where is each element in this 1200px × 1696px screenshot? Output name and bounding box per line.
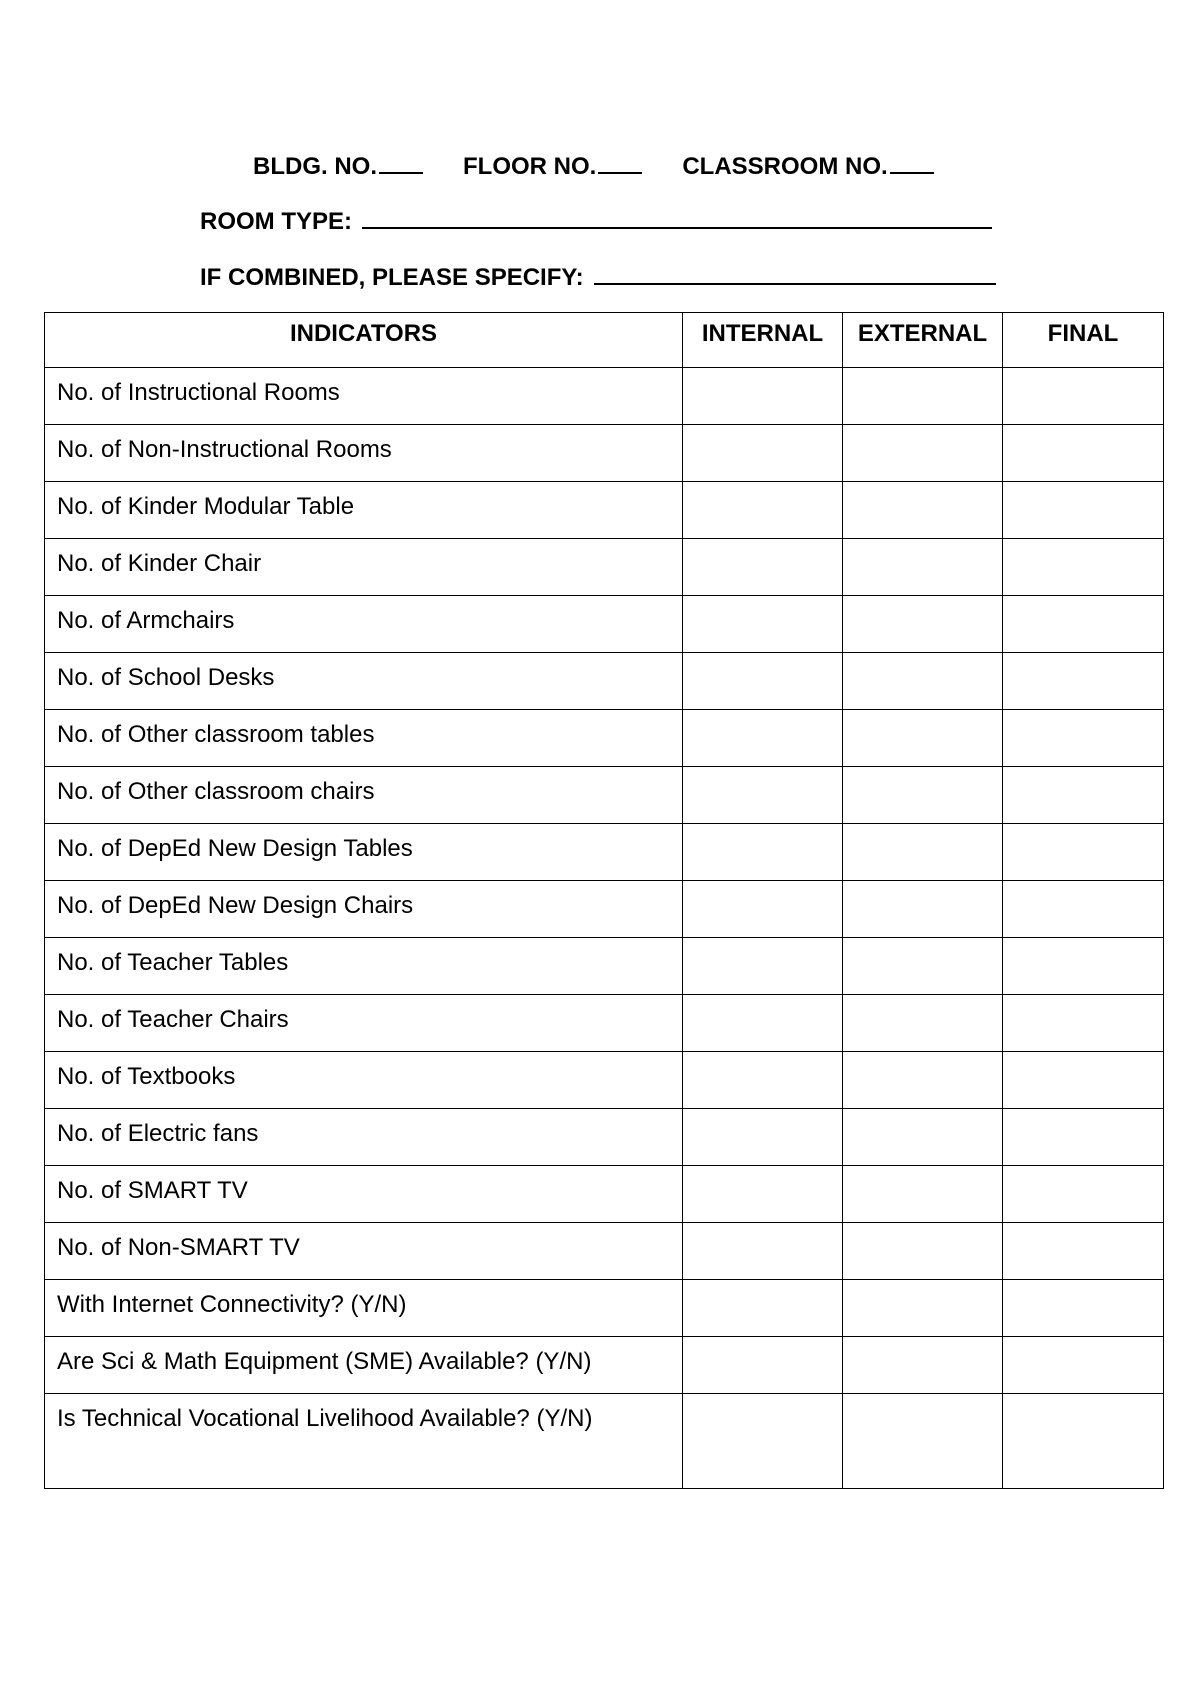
col-header-external: EXTERNAL: [843, 313, 1003, 368]
internal-cell[interactable]: [683, 1109, 843, 1166]
final-cell[interactable]: [1003, 1166, 1164, 1223]
final-cell[interactable]: [1003, 995, 1164, 1052]
table-row: [45, 1052, 1164, 1109]
classroom-no-blank[interactable]: [890, 154, 934, 174]
indicator-label: No. of Electric fans: [45, 1109, 683, 1166]
classroom-no-field: [682, 154, 933, 179]
table-header-row: [45, 313, 1164, 368]
final-cell[interactable]: [1003, 824, 1164, 881]
internal-cell[interactable]: [683, 995, 843, 1052]
table-body: [45, 368, 1164, 1489]
internal-cell[interactable]: [683, 425, 843, 482]
internal-cell[interactable]: [683, 1223, 843, 1280]
indicator-label: No. of Other classroom chairs: [45, 767, 683, 824]
external-cell[interactable]: [843, 1337, 1003, 1394]
final-cell[interactable]: [1003, 1337, 1164, 1394]
room-type-blank[interactable]: [362, 209, 992, 229]
table-row: [45, 881, 1164, 938]
bldg-no-label: BLDG. NO.: [253, 153, 377, 180]
indicator-label: No. of Textbooks: [45, 1052, 683, 1109]
final-cell[interactable]: [1003, 539, 1164, 596]
indicator-label: No. of Armchairs: [45, 596, 683, 653]
room-type-line: [200, 209, 992, 234]
indicator-label: With Internet Connectivity? (Y/N): [45, 1280, 683, 1337]
external-cell[interactable]: [843, 1109, 1003, 1166]
final-cell[interactable]: [1003, 1052, 1164, 1109]
internal-cell[interactable]: [683, 539, 843, 596]
internal-cell[interactable]: [683, 938, 843, 995]
indicator-label: No. of DepEd New Design Chairs: [45, 881, 683, 938]
internal-cell[interactable]: [683, 1166, 843, 1223]
internal-cell[interactable]: [683, 1394, 843, 1489]
indicator-label: No. of Kinder Modular Table: [45, 482, 683, 539]
final-cell[interactable]: [1003, 1109, 1164, 1166]
final-cell[interactable]: [1003, 938, 1164, 995]
table-row: [45, 539, 1164, 596]
floor-no-field: [463, 154, 642, 179]
table-row: [45, 1394, 1164, 1489]
combined-line: [200, 265, 996, 290]
table-row: [45, 1223, 1164, 1280]
table-row: [45, 767, 1164, 824]
final-cell[interactable]: [1003, 1280, 1164, 1337]
external-cell[interactable]: [843, 539, 1003, 596]
table-row: [45, 596, 1164, 653]
table-row: [45, 1280, 1164, 1337]
room-type-label: ROOM TYPE:: [200, 208, 353, 235]
external-cell[interactable]: [843, 767, 1003, 824]
internal-cell[interactable]: [683, 653, 843, 710]
indicator-label: Is Technical Vocational Livelihood Available? (Y/N): [45, 1394, 683, 1489]
external-cell[interactable]: [843, 938, 1003, 995]
table-row: [45, 482, 1164, 539]
bldg-no-blank[interactable]: [379, 154, 423, 174]
location-line: [253, 154, 934, 179]
external-cell[interactable]: [843, 368, 1003, 425]
indicator-label: Are Sci & Math Equipment (SME) Available? (Y/N): [45, 1337, 683, 1394]
indicator-label: No. of Instructional Rooms: [45, 368, 683, 425]
indicator-label: No. of DepEd New Design Tables: [45, 824, 683, 881]
indicator-label: No. of Non-SMART TV: [45, 1223, 683, 1280]
final-cell[interactable]: [1003, 596, 1164, 653]
final-cell[interactable]: [1003, 425, 1164, 482]
external-cell[interactable]: [843, 1223, 1003, 1280]
external-cell[interactable]: [843, 425, 1003, 482]
internal-cell[interactable]: [683, 710, 843, 767]
table-row: [45, 653, 1164, 710]
internal-cell[interactable]: [683, 368, 843, 425]
col-header-indicators: INDICATORS: [45, 313, 683, 368]
external-cell[interactable]: [843, 653, 1003, 710]
floor-no-label: FLOOR NO.: [463, 153, 597, 180]
external-cell[interactable]: [843, 881, 1003, 938]
final-cell[interactable]: [1003, 482, 1164, 539]
internal-cell[interactable]: [683, 881, 843, 938]
classroom-no-label: CLASSROOM NO.: [682, 153, 888, 180]
table-row: [45, 1337, 1164, 1394]
indicator-label: No. of School Desks: [45, 653, 683, 710]
table-row: [45, 425, 1164, 482]
table-row: [45, 710, 1164, 767]
table-row: [45, 1166, 1164, 1223]
final-cell[interactable]: [1003, 881, 1164, 938]
floor-no-blank[interactable]: [598, 154, 642, 174]
indicator-label: No. of Other classroom tables: [45, 710, 683, 767]
col-header-internal: INTERNAL: [683, 313, 843, 368]
external-cell[interactable]: [843, 824, 1003, 881]
external-cell[interactable]: [843, 710, 1003, 767]
internal-cell[interactable]: [683, 1337, 843, 1394]
external-cell[interactable]: [843, 596, 1003, 653]
indicators-table: [44, 312, 1164, 1489]
table-row: [45, 938, 1164, 995]
indicator-label: No. of SMART TV: [45, 1166, 683, 1223]
internal-cell[interactable]: [683, 482, 843, 539]
final-cell[interactable]: [1003, 1394, 1164, 1489]
external-cell[interactable]: [843, 1394, 1003, 1489]
indicator-label: No. of Teacher Chairs: [45, 995, 683, 1052]
bldg-no-field: [253, 154, 423, 179]
final-cell[interactable]: [1003, 653, 1164, 710]
internal-cell[interactable]: [683, 596, 843, 653]
external-cell[interactable]: [843, 1166, 1003, 1223]
table-row: [45, 995, 1164, 1052]
indicator-label: No. of Teacher Tables: [45, 938, 683, 995]
internal-cell[interactable]: [683, 1280, 843, 1337]
internal-cell[interactable]: [683, 1052, 843, 1109]
final-cell[interactable]: [1003, 368, 1164, 425]
final-cell[interactable]: [1003, 767, 1164, 824]
internal-cell[interactable]: [683, 767, 843, 824]
final-cell[interactable]: [1003, 710, 1164, 767]
internal-cell[interactable]: [683, 824, 843, 881]
table-row: [45, 1109, 1164, 1166]
external-cell[interactable]: [843, 1052, 1003, 1109]
indicator-label: No. of Kinder Chair: [45, 539, 683, 596]
col-header-final: FINAL: [1003, 313, 1164, 368]
final-cell[interactable]: [1003, 1223, 1164, 1280]
combined-blank[interactable]: [594, 265, 996, 285]
external-cell[interactable]: [843, 1280, 1003, 1337]
indicator-label: No. of Non-Instructional Rooms: [45, 425, 683, 482]
table-row: [45, 368, 1164, 425]
table-row: [45, 824, 1164, 881]
external-cell[interactable]: [843, 482, 1003, 539]
external-cell[interactable]: [843, 995, 1003, 1052]
combined-label: IF COMBINED, PLEASE SPECIFY:: [200, 264, 584, 291]
